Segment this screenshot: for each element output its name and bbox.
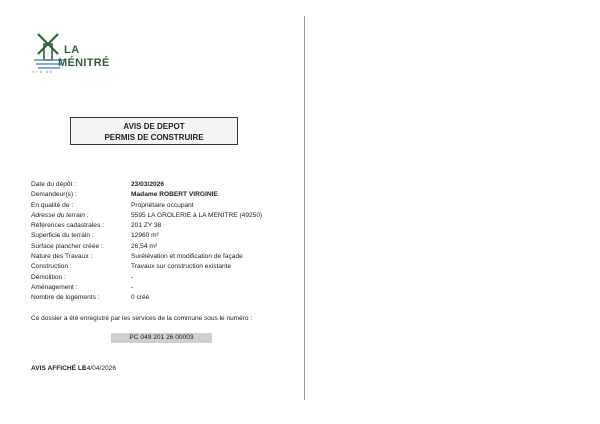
detail-row [31, 211, 262, 221]
detail-label: Nature des Travaux : [31, 253, 93, 261]
detail-row [31, 293, 262, 303]
detail-value: - [131, 283, 134, 291]
detail-value: 26,54 m² [131, 242, 158, 250]
notice-title: AVIS DE DEPOT [123, 122, 185, 131]
detail-row [31, 190, 262, 200]
detail-label: Demandeur(s) : [31, 191, 77, 199]
page-divider [304, 16, 305, 400]
detail-value: 0 créé [131, 294, 150, 302]
posted-date-value: 14/04/2026 [83, 365, 117, 372]
detail-value: Madame ROBERT VIRGINIE [131, 191, 218, 199]
detail-value: Propriétaire occupant [131, 201, 194, 209]
detail-value: Surélévation et modification de façade [131, 253, 243, 261]
detail-label: Nombre de logements : [31, 294, 100, 302]
logo-tagline: VI E DE [32, 70, 54, 74]
detail-value: 23/03/2026 [131, 181, 165, 188]
detail-label: Références cadastrales : [31, 222, 104, 230]
permit-details [31, 180, 262, 304]
detail-row [31, 201, 262, 211]
detail-label: Démolition : [31, 273, 66, 281]
detail-row [31, 231, 262, 241]
logo-text-line1: LA [64, 44, 80, 56]
registration-text: Ce dossier a été enregistré par les services de la commune sous le numéro : [31, 315, 253, 322]
notice-subtitle: PERMIS DE CONSTRUIRE [104, 133, 204, 142]
detail-label: Superficie du terrain : [31, 232, 94, 240]
detail-row [31, 273, 262, 283]
permit-number: PC 049 201 26 00003 [111, 333, 212, 343]
detail-value: - [131, 273, 134, 281]
detail-label: Adresse du terrain : [31, 211, 89, 219]
detail-value: 201 ZY 38 [131, 222, 162, 230]
detail-value: 5595 LA GROLERIE à LA MENITRE (49250) [131, 211, 263, 219]
detail-label: Date du dépôt : [31, 181, 77, 188]
detail-label: Aménagement : [31, 283, 78, 291]
detail-row [31, 252, 262, 262]
detail-value: 12960 m² [131, 232, 159, 240]
logo-text-line2: MÉNITRÉ [58, 57, 110, 69]
notice-title-box [70, 117, 238, 145]
posted-date-label: AVIS AFFICHÉ LE : [31, 365, 91, 372]
detail-label: Surface plancher créée : [31, 242, 103, 250]
detail-label: Construction : [31, 263, 72, 271]
detail-row [31, 242, 262, 252]
detail-row [31, 283, 262, 293]
detail-row [31, 180, 262, 190]
detail-row [31, 221, 262, 231]
detail-label: En qualité de : [31, 201, 74, 209]
detail-value: Travaux sur construction existante [131, 263, 232, 271]
detail-row [31, 262, 262, 272]
